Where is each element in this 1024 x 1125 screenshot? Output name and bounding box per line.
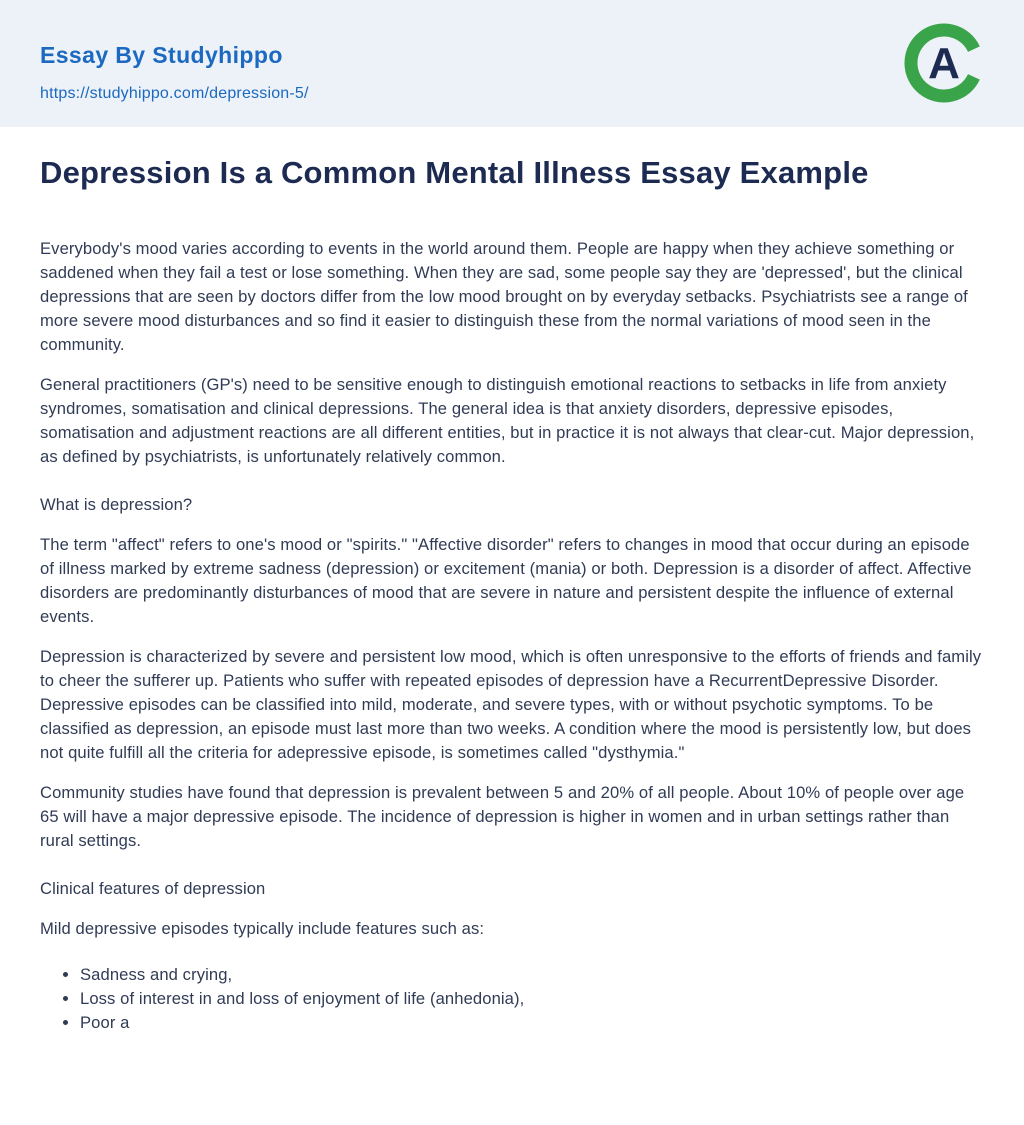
essay-body xyxy=(40,237,982,1035)
section-heading: Clinical features of depression xyxy=(40,878,266,898)
page-header xyxy=(0,0,1024,127)
logo-letter: A xyxy=(928,39,960,88)
studyhippo-logo xyxy=(904,23,984,103)
essay-title: Depression Is a Common Mental Illness Essay Example xyxy=(40,155,869,190)
essay-article xyxy=(0,155,1024,1035)
symptom-list xyxy=(40,963,982,1035)
brand-title: Essay By Studyhippo xyxy=(40,42,283,68)
source-url-link[interactable]: https://studyhippo.com/depression-5/ xyxy=(40,85,309,102)
logo-ring-icon xyxy=(904,23,984,103)
paragraph: Depression is characterized by severe and persistent low mood, which is often unresponsive to the efforts of friends and family to cheer the sufferer up. Patients who suffer with repeated episodes of depression have a RecurrentDepressive Disorder. Depressive episodes can be classified into mild, moderate, and severe types, with or without psychotic symptoms. To be classified as depression, an episode must last more than two weeks. A condition where the mood is persistently low, but does not quite fulfill all the criteria for adepressive episode, is sometimes called "dysthymia." xyxy=(40,646,982,762)
paragraph: Everybody's mood varies according to events in the world around them. People are happy when they achieve something or saddened when they fail a test or lose something. When they are sad, some people say they are 'depressed', but the clinical depressions that are seen by doctors differ from the low mood brought on by everyday setbacks. Psychiatrists see a range of more severe mood disturbances and so find it easier to distinguish these from the normal variations of mood seen in the community. xyxy=(40,238,968,354)
list-item: • Poor a xyxy=(80,1011,982,1035)
paragraph: General practitioners (GP's) need to be sensitive enough to distinguish emotional reactions to setbacks in life from anxiety syndromes, somatisation and clinical depressions. The general idea is that anxiety disorders, depressive episodes, somatisation and adjustment reactions are all different entities, but in practice it is not always that clear-cut. Major depression, as defined by psychiatrists, is unfortunately relatively common. xyxy=(40,374,975,466)
section-heading: What is depression? xyxy=(40,494,193,514)
list-item: • Loss of interest in and loss of enjoyment of life (anhedonia), xyxy=(80,987,982,1011)
paragraph: Community studies have found that depression is prevalent between 5 and 20% of all people. About 10% of people over age 65 will have a major depressive episode. The incidence of depression is higher in women and in urban settings rather than rural settings. xyxy=(40,782,965,850)
paragraph: The term "affect" refers to one's mood or "spirits." "Affective disorder" refers to changes in mood that occur during an episode of illness marked by extreme sadness (depression) or excitement (mania) or both. Depression is a disorder of affect. Affective disorders are predominantly disturbances of mood that are severe in nature and persistent despite the influence of external events. xyxy=(40,534,972,626)
list-item: • Sadness and crying, xyxy=(80,963,982,987)
paragraph: Mild depressive episodes typically include features such as: xyxy=(40,918,485,938)
